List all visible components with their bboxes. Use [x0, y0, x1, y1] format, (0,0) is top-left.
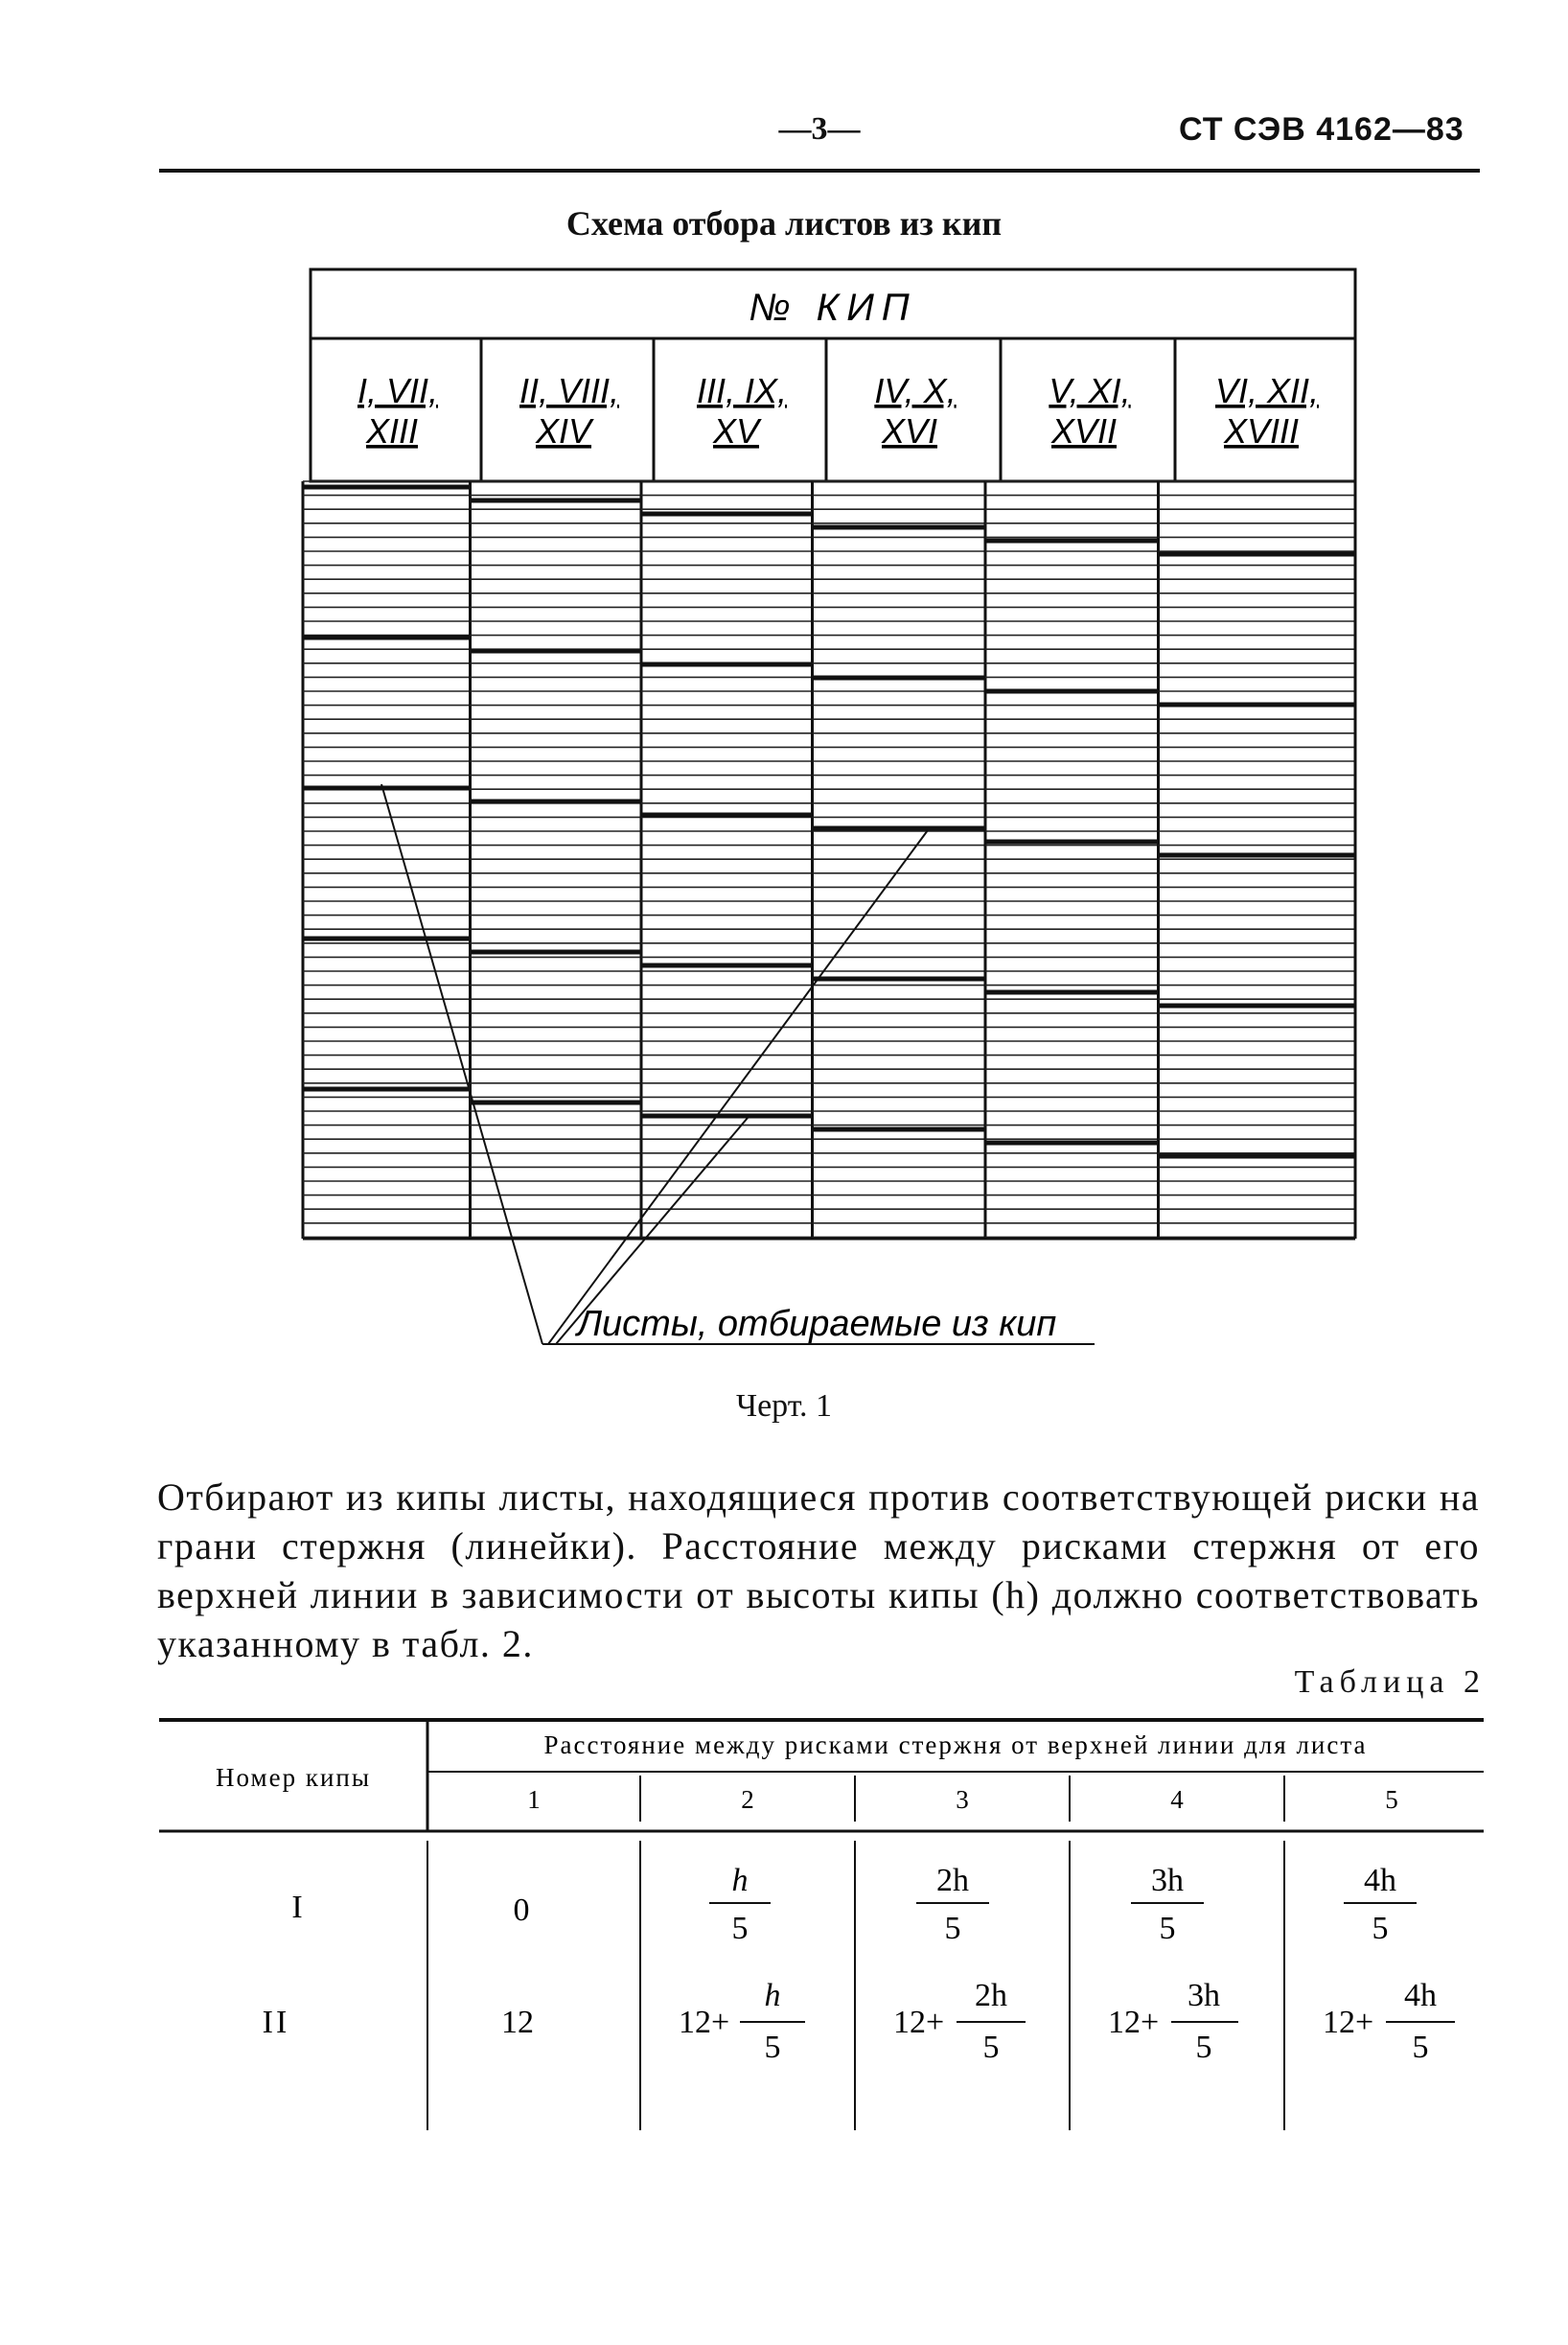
- bale-label-line2: XIII: [365, 411, 419, 451]
- fraction-denominator: 5: [944, 1911, 961, 1946]
- fraction-denominator: 5: [1372, 1911, 1389, 1946]
- table-row: [263, 1978, 1455, 2065]
- fraction: [1131, 1863, 1204, 1946]
- bale-label-line2: XVI: [881, 411, 938, 451]
- bale-stack: [1159, 338, 1356, 1239]
- fraction-denominator: 5: [982, 2030, 1000, 2065]
- fraction-numerator: 4h: [1404, 1978, 1437, 2013]
- fraction-numerator: 3h: [1151, 1863, 1184, 1898]
- fraction-denominator: 5: [1412, 2030, 1429, 2065]
- fraction-prefix: 12+: [1323, 2005, 1374, 2040]
- bale-stack: [985, 338, 1159, 1239]
- sheet-number-5: 5: [1385, 1785, 1398, 1814]
- bale-label-line2: XVII: [1050, 411, 1118, 451]
- bale-label-line2: XIV: [535, 411, 592, 451]
- bale-stack: [471, 338, 642, 1239]
- fraction-prefix: 12+: [893, 2005, 945, 2040]
- table-row: [291, 1863, 1417, 1946]
- fraction-numerator: 2h: [936, 1863, 969, 1898]
- bale-label-line1: VI, XII,: [1214, 371, 1320, 410]
- fraction-prefix: 12+: [1108, 2005, 1160, 2040]
- callout-leaders: [381, 784, 1095, 1344]
- cell-value: 12: [501, 2005, 534, 2040]
- fraction-denominator: 5: [1195, 2030, 1212, 2065]
- bale-label-line1: V, XI,: [1049, 371, 1131, 410]
- fraction: [709, 1863, 771, 1946]
- fraction: [1108, 1978, 1238, 2065]
- bale-label-line2: XVIII: [1223, 411, 1300, 451]
- figure-caption: Черт. 1: [735, 1388, 833, 1424]
- fraction-denominator: 5: [764, 2030, 781, 2065]
- fraction: [893, 1978, 1026, 2065]
- fraction-numerator: 3h: [1188, 1978, 1220, 2013]
- group-header-distance: Расстояние между рисками стержня от верхней линии для листа: [543, 1730, 1368, 1759]
- fraction-numerator: 4h: [1364, 1863, 1396, 1898]
- bale-stack: [813, 338, 986, 1239]
- bale-label-line1: IV, X,: [874, 371, 957, 410]
- bale-label-line1: I, VII,: [357, 371, 439, 410]
- standard-designation: СТ СЭВ 4162—83: [1179, 111, 1464, 148]
- cell-value: 0: [513, 1892, 530, 1928]
- bale-label-line2: XV: [712, 411, 760, 451]
- scheme-label-frame: [311, 338, 1355, 481]
- bale-stacks: [303, 338, 1355, 1239]
- fraction: [1323, 1978, 1455, 2065]
- bale-stack: [303, 338, 471, 1239]
- scheme-header-label: № КИП: [749, 287, 917, 329]
- sheet-number-3: 3: [956, 1785, 969, 1814]
- row-label: I: [291, 1890, 303, 1925]
- fraction: [916, 1863, 989, 1946]
- bale-label-line1: III, IX,: [696, 371, 788, 410]
- col-header-bale-number: Номер кипы: [216, 1763, 371, 1792]
- sheet-number-1: 1: [527, 1785, 541, 1814]
- table-rules: [159, 1720, 1484, 2130]
- figure-title: Схема отбора листов из кип: [565, 204, 1003, 243]
- callout-label: Листы, отбираемые из кип: [577, 1304, 1057, 1344]
- sheet-number-2: 2: [741, 1785, 754, 1814]
- fraction-denominator: 5: [1159, 1911, 1176, 1946]
- leader-line: [548, 830, 928, 1344]
- table-title: Таблица 2: [1294, 1664, 1486, 1700]
- bale-label-line1: II, VIII,: [519, 371, 620, 410]
- sheet-number-4: 4: [1170, 1785, 1184, 1814]
- body-paragraph: Отбирают из кипы листы, находящиеся против соответствующей риски на грани стержня (линейки). Расстояние между рисками стержня от его верхней линии в зависимости от высоты кипы (h) должно соответствовать указанному в табл. 2.: [157, 1475, 1480, 1665]
- fraction: [1344, 1863, 1417, 1946]
- fraction: [679, 1978, 805, 2065]
- leader-line: [381, 784, 542, 1344]
- row-label: II: [262, 2005, 290, 2040]
- page-number: —3—: [778, 111, 861, 147]
- fraction-denominator: 5: [731, 1911, 749, 1946]
- fraction-numerator: h: [731, 1863, 749, 1898]
- fraction-numerator: 2h: [975, 1978, 1007, 2013]
- fraction-numerator: h: [764, 1978, 781, 2013]
- fraction-prefix: 12+: [679, 2005, 730, 2040]
